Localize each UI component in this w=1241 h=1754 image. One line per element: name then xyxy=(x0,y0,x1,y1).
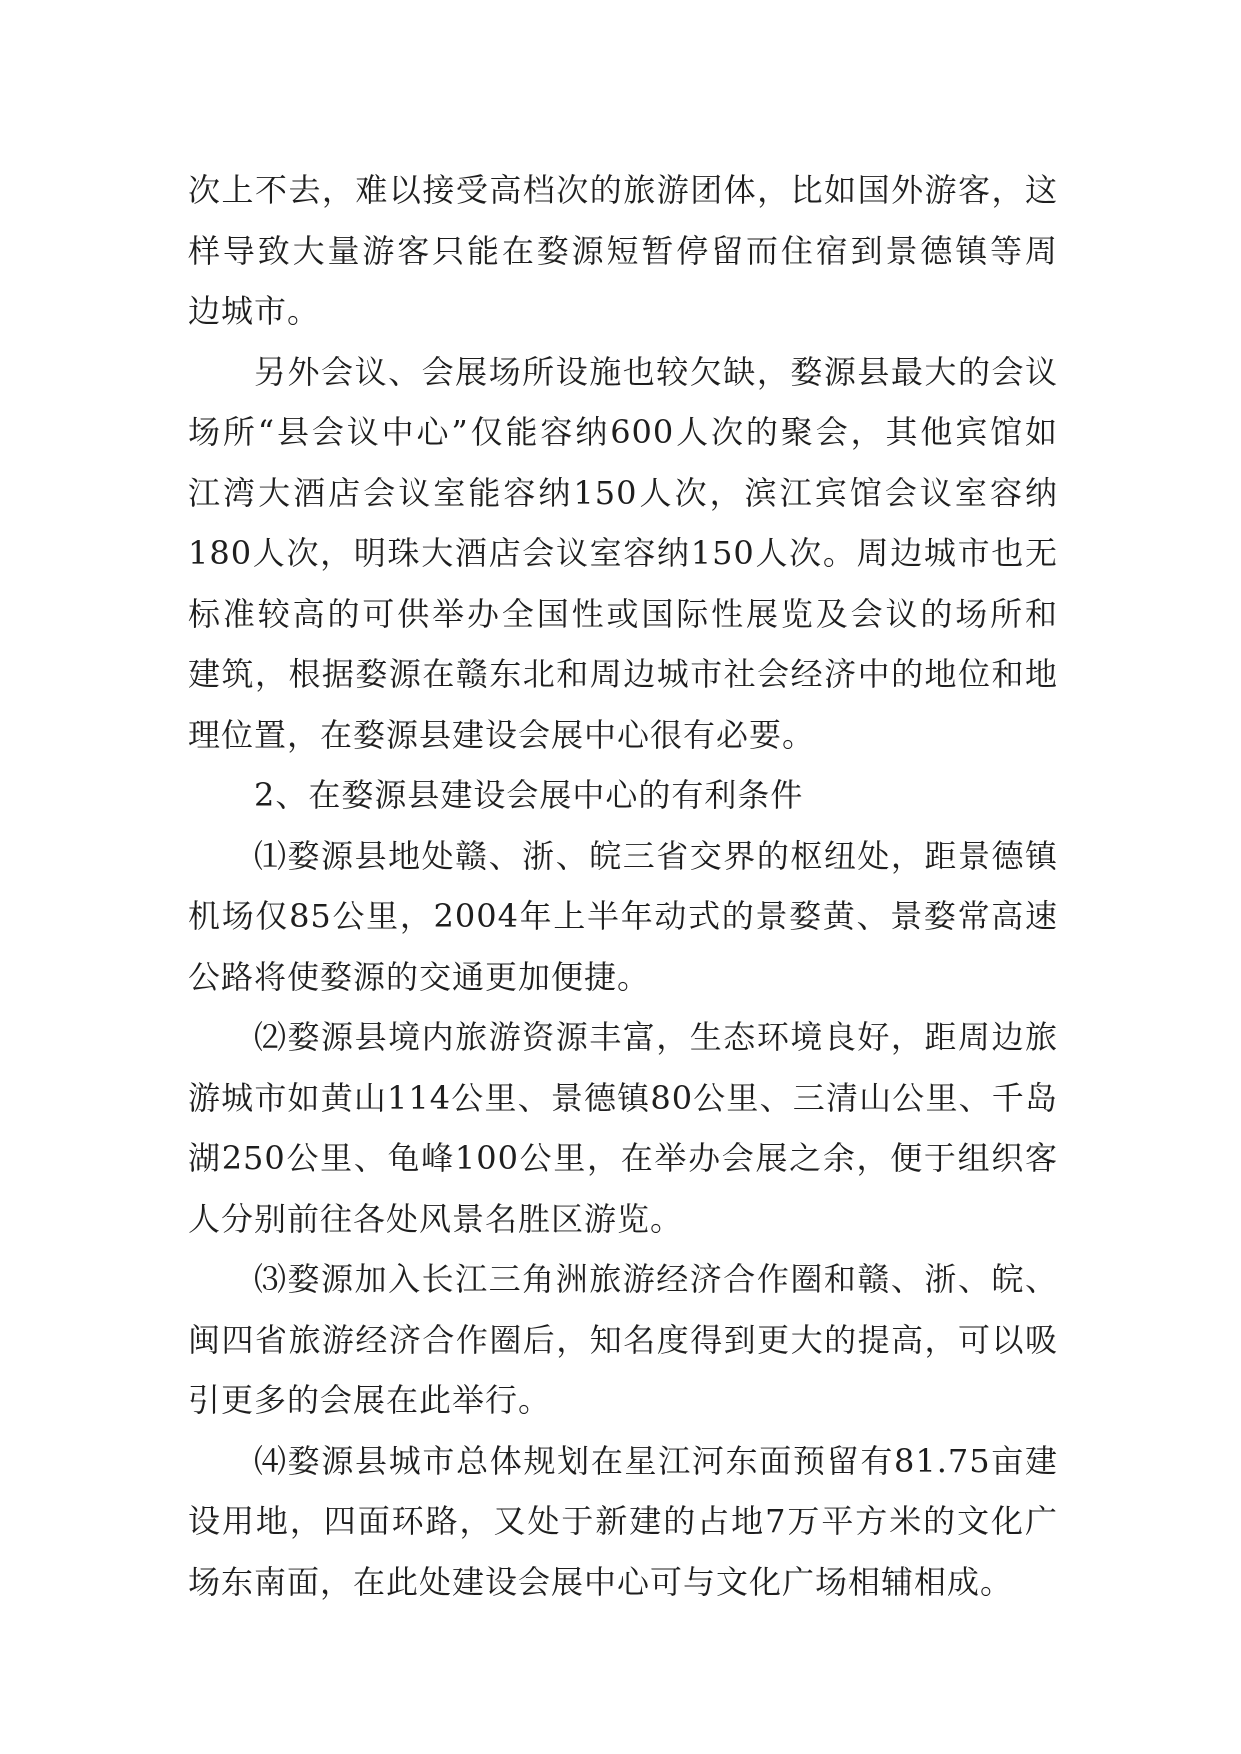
text-line: 机场仅85公里，2004年上半年动式的景婺黄、景婺常高速 xyxy=(188,897,1058,935)
text-line: 人分别前往各处风景名胜区游览。 xyxy=(188,1199,684,1238)
paragraph-item-1-location xyxy=(188,826,1058,1008)
paragraph-item-3-cooperation xyxy=(188,1249,1058,1431)
text-line: 闽四省旅游经济合作圈后，知名度得到更大的提高，可以吸 xyxy=(188,1320,1058,1359)
text-line: ⑵婺源县境内旅游资源丰富，生态环境良好，距周边旅 xyxy=(254,1018,1058,1056)
text-line: ⑶婺源加入长江三角洲旅游经济合作圈和赣、浙、皖、 xyxy=(254,1260,1058,1298)
document-body xyxy=(188,160,1058,1612)
text-line: 场所“县会议中心”仅能容纳600人次的聚会，其他宾馆如 xyxy=(188,413,1058,451)
text-line: 引更多的会展在此举行。 xyxy=(188,1381,552,1419)
text-line: 另外会议、会展场所设施也较欠缺，婺源县最大的会议 xyxy=(254,352,1058,391)
text-line: ⑴婺源县地处赣、浙、皖三省交界的枢纽处，距景德镇 xyxy=(254,836,1058,875)
text-line: 游城市如黄山114公里、景德镇80公里、三清山公里、千岛 xyxy=(188,1078,1058,1117)
paragraph-conference-facilities xyxy=(188,342,1058,766)
section-heading-text: 2、在婺源县建设会展中心的有利条件 xyxy=(254,776,804,814)
paragraph-tourism-accommodation xyxy=(188,160,1058,342)
text-line: 设用地，四面环路，又处于新建的占地7万平方米的文化广 xyxy=(188,1502,1058,1540)
paragraph-item-2-tourism-resources xyxy=(188,1007,1058,1249)
text-line: 江湾大酒店会议室能容纳150人次，滨江宾馆会议室容纳 xyxy=(188,473,1058,512)
text-line: 边城市。 xyxy=(188,292,321,330)
text-line: 次上不去，难以接受高档次的旅游团体，比如国外游客，这 xyxy=(188,171,1058,209)
text-line: 湖250公里、龟峰100公里，在举办会展之余，便于组织客 xyxy=(188,1139,1058,1177)
text-line: 公路将使婺源的交通更加便捷。 xyxy=(188,957,651,996)
text-line: 标准较高的可供举办全国性或国际性展览及会议的场所和 xyxy=(188,594,1058,633)
text-line: 理位置，在婺源县建设会展中心很有必要。 xyxy=(188,715,816,754)
text-line: 样导致大量游客只能在婺源短暂停留而住宿到景德镇等周 xyxy=(188,231,1058,270)
section-heading-favorable-conditions xyxy=(188,765,1058,826)
text-line: ⑷婺源县城市总体规划在星江河东面预留有81.75亩建 xyxy=(254,1441,1058,1480)
text-line: 场东南面，在此处建设会展中心可与文化广场相辅相成。 xyxy=(188,1562,1014,1601)
text-line: 建筑，根据婺源在赣东北和周边城市社会经济中的地位和地 xyxy=(188,655,1058,693)
text-line: 180人次，明珠大酒店会议室容纳150人次。周边城市也无 xyxy=(188,534,1058,572)
paragraph-item-4-planning xyxy=(188,1431,1058,1613)
